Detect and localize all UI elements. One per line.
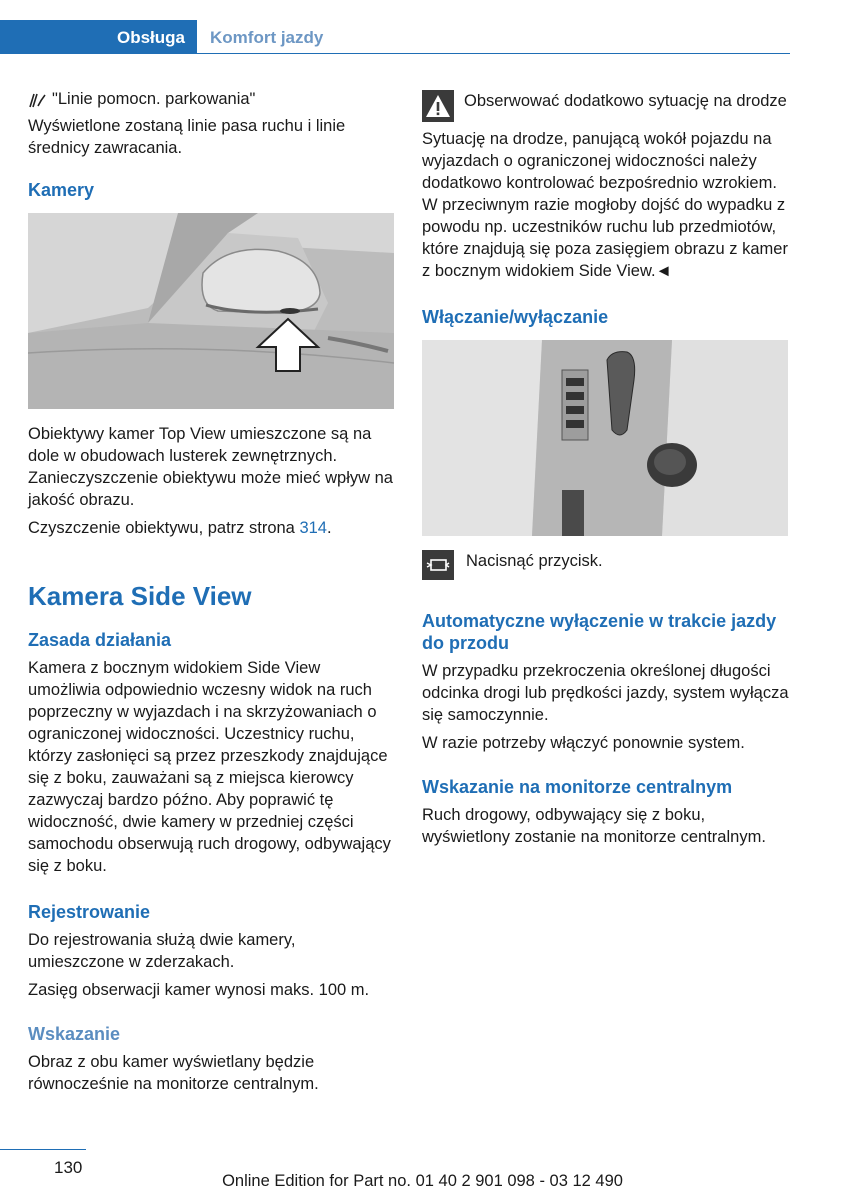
cleaning-suffix: . (326, 519, 332, 537)
warning-icon (422, 90, 454, 122)
parking-lines-item (28, 90, 396, 109)
auto-off-text-2: W razie potrzeby włączyć ponownie system. (422, 734, 745, 752)
principle-heading: Zasada działania (28, 630, 172, 650)
principle-text: Kamera z bocznym widokiem Side View umożliwia odpowiednio wczesny widok na ruch poprzeczny w wyjazdach i na skrzyżowaniach o ograniczonej widoczności. Uczestnicy ruchu, którzy zasłonięci są przez przeszkody znajdujące się z boku, zauważani są z miejsca kierowcy zazwyczaj bardzo późno. Aby poprawić tę widoczność, dwie kamery w przedniej części samochodu obserwują ruch drogowy, odbywający się z boku. (28, 659, 391, 875)
warning-title: Obserwować dodatkowo sytuację na drodze (464, 92, 787, 110)
footer-divider (0, 1149, 86, 1150)
auto-off-heading: Automatyczne wyłączenie w trakcie jazdy do przodu (422, 611, 777, 653)
monitor-heading: Wskazanie na monitorze centralnym (422, 777, 733, 797)
mirror-illustration (28, 213, 394, 409)
warning-block (422, 90, 790, 122)
press-button-text: Nacisnąć przycisk. (466, 552, 603, 570)
page-number: 130 (54, 1158, 83, 1177)
right-column (422, 90, 790, 854)
display-text: Obraz z obu kamer wyświetlany będzie równocześnie na monitorze centralnym. (28, 1053, 319, 1093)
tab-obsluga[interactable]: Obsługa (0, 20, 197, 54)
monitor-text: Ruch drogowy, odbywający się z boku, wyświetlony zostanie na monitorze centralnym. (422, 806, 766, 846)
cleaning-prefix: Czyszczenie obiektywu, patrz strona (28, 519, 300, 537)
onoff-heading: Włączanie/wyłączanie (422, 307, 609, 327)
parking-lines-icon (28, 92, 46, 108)
left-column (28, 90, 396, 1101)
display-heading: Wskazanie (28, 1024, 121, 1044)
side-view-button-icon (422, 550, 454, 580)
header-divider (197, 53, 790, 54)
parking-lines-label: "Linie pomocn. parkowania" (52, 90, 256, 108)
header-tabs (0, 20, 790, 56)
mirror-camera-image (28, 213, 394, 409)
cameras-heading: Kamery (28, 180, 95, 200)
side-view-title: Kamera Side View (28, 581, 252, 611)
parking-lines-description: Wyświetlone zostaną linie pasa ruchu i linie średnicy zawracania. (28, 117, 346, 157)
console-illustration (422, 340, 788, 536)
auto-off-text: W przypadku przekroczenia określonej długości odcinka drogi lub prędkości jazdy, system wyłącza się samoczynnie. (422, 662, 789, 724)
tab-komfort-jazdy[interactable]: Komfort jazdy (210, 28, 324, 47)
cleaning-reference (28, 517, 396, 539)
press-button-row (422, 550, 790, 580)
edition-note: Online Edition for Part no. 01 40 2 901 098 - 03 12 490 (222, 1172, 623, 1190)
recording-heading: Rejestrowanie (28, 902, 151, 922)
recording-text-1: Do rejestrowania służą dwie kamery, umieszczone w zderzakach. (28, 931, 296, 971)
console-button-image (422, 340, 788, 536)
recording-text-2: Zasięg obserwacji kamer wynosi maks. 100 m. (28, 981, 370, 999)
cameras-description: Obiektywy kamer Top View umieszczone są na dole w obudowach lusterek zewnętrznych. Zanieczyszczenie obiektywu może mieć wpływ na jakość obrazu. (28, 425, 393, 509)
cleaning-page-link[interactable]: 314 (299, 519, 327, 537)
warning-text: Sytuację na drodze, panującą wokół pojazdu na wyjazdach o ograniczonej widoczności należy dodatkowo kontrolować bezpośrednio wzrokiem. W przeciwnym razie mogłoby dojść do wypadku z powodu np. uczestników ruchu lub przedmiotów, które znajdują się poza zasięgiem obrazu z kamer z bocznym widokiem Side View.◄ (422, 130, 788, 280)
